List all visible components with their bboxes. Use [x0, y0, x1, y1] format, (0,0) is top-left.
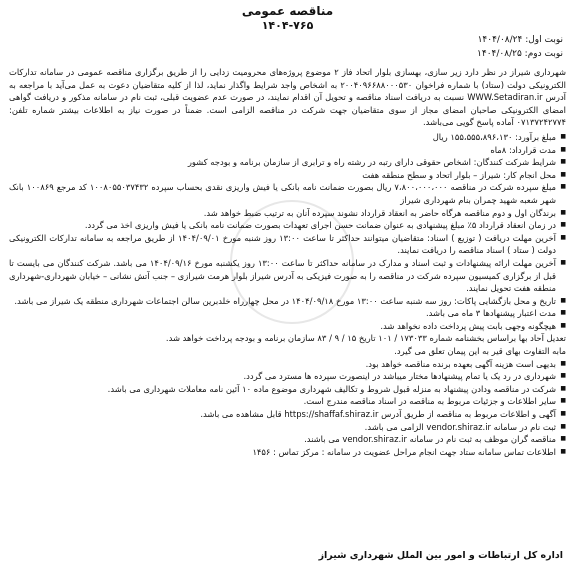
notice-date-second [477, 47, 563, 61]
condition-item: ■ بدیهی است هزینه آگهی بعهده برنده مناقصه خواهد بود. [9, 358, 566, 371]
condition-item: ■ در زمان انعقاد قرارداد ۵٪ مبلغ پیشنهادی به عنوان ضمانت حسن اجرای تعهدات بصورت ضمانت نامه بانکی یا فیش واریزی اخذ می گردد. [9, 219, 566, 232]
condition-item: ■ شرکت در مناقصه ودادن پیشنهاد به منزله قبول شروط و تکالیف شهرداری موضوع ماده ۱۰ آئین نامه معاملات شهرداری می باشد. [9, 383, 566, 396]
notice-title: مناقصه عمومی [241, 4, 334, 18]
notice-date-second-label: نوبت دوم: [524, 49, 563, 59]
condition-item: تعدیل آحاد بها براساس بخشنامه شماره ۱۷۳۰۳۳ / ۱۰۱ تاریخ ۱۵ / ۹ / ۸۳ سازمان برنامه و بودجه پرداخت خواهد شد. [165, 333, 566, 344]
condition-item: ■ آخرین مهلت ارائه پیشنهادات و ثبت اسناد و مدارک در سامانه حداکثر تا ساعت ۱۳:۰۰ روز یکشنبه مورخ ۱۴۰۴/۰۹/۱۶ می باشد. شرکت کنندگان می بایست تا قبل از برگزاری کمیسیون سپرده شرکت در مناقصه را به صورت فیزیکی به آدرس شیراز بلوار هرمت شیرازی – جنب آتش نشانی – خیابان شهرداری-شهرداری منطقه هفت تحویل نمایند. [9, 257, 566, 295]
notice-date-second-value: ۱۴۰۴/۰۸/۲۵ [477, 49, 522, 59]
condition-item: مابه التفاوت بهای قیر به این پیمان تعلق می گیرد. [394, 346, 566, 357]
condition-item: ■ مبلغ سپرده شرکت در مناقصه ۷،۸۰۰،۰۰۰،۰۰۰ ریال بصورت ضمانت نامه بانکی یا فیش واریزی نقدی بحساب سپرده ۱۰۰۸۰۵۵۰۳۷۴۳۲ کد مرجع ۱۰۰۸۶۹ بانک شهر شعبه شهید چمران بنام شهرداری شیراز [9, 181, 566, 206]
condition-item: ■ مبلغ برآورد: ۱۵۵،۵۵۵،۸۹۶،۱۳۰ ریال [9, 131, 566, 144]
issuer-signature: اداره کل ارتباطات و امور بین الملل شهرداری شیراز [318, 550, 563, 561]
notice-number: ۱۴۰۴-۷۶۵ [261, 19, 314, 32]
condition-item: ■ مدت اعتبار پیشنهادها ۳ ماه می باشد. [9, 307, 566, 320]
notice-date-first [477, 33, 563, 47]
notice-body [9, 66, 566, 458]
intro-paragraph: شهرداری شیراز در نظر دارد زیر سازی، بهسازی بلوار اتحاد فاز ۲ موضوع پروژه‌های محرومیت زدایی را از طریق برگزاری مناقصه عمومی در سامانه تدارکات الکترونیکی دولت (ستاد) با شماره فراخوان ۲۰۰۴۰۹۶۶۸۸۰۰۰۵۳۰ به اشخاص واجد شرایط واگذار نماید، لذا از کلیه متقاضیان دعوت به عمل می‌آید با مراجعه به آدرس WWW.Setadiran.ir نسبت به دریافت اسناد مناقصه و تحویل آن اقدام نمایند، در صورت عدم عضویت قبلی، ثبت نام در سامانه مذکور و دریافت گواهی امضای الکترونیکی صاحبان امضای مجاز از سوی متقاضیان جهت شرکت در مناقصه الزامی است. ضمناً در صورت نیاز به اطلاعات بیشتر شماره تلفن: ۰۷۱۳۷۲۴۲۷۷۴ آماده پاسخ گویی می‌باشد. [9, 67, 566, 128]
notice-date-first-value: ۱۴۰۴/۰۸/۲۴ [477, 35, 523, 45]
condition-item: ■ سایر اطلاعات و جزئیات مربوط به مناقصه در اسناد مناقصه مندرج است. [9, 395, 566, 408]
condition-item: ■ اطلاعات تماس سامانه ستاد جهت انجام مراحل عضویت در سامانه : مرکز تماس : ۱۴۵۶ [9, 446, 566, 459]
condition-item: ■ آگهی و اطلاعات مربوط به مناقصه از طریق آدرس https://shaffaf.shiraz.ir قابل مشاهده می باشد. [9, 408, 566, 421]
notice-dates [477, 33, 563, 61]
notice-date-first-label: نوبت اول: [525, 35, 563, 45]
condition-item: ■ شرایط شرکت کنندگان: اشخاص حقوقی دارای رتبه در رشته راه و ترابری از سازمان برنامه و بودجه کشور [9, 156, 566, 169]
condition-item: ■ آخرین مهلت دریافت ( توزیع ) اسناد: متقاضیان میتوانند حداکثر تا ساعت ۱۳:۰۰ روز شنبه مورخ ۱۴۰۴/۰۹/۰۱ از طریق مراجعه به سامانه تدارکات الکترونیکی دولت ( ستاد ) اسناد مناقصه را دریافت نمایند. [9, 232, 566, 257]
conditions-list [9, 131, 566, 458]
condition-item: ■ برندگان اول و دوم مناقصه هرگاه حاضر به انعقاد قرارداد نشوند سپرده آنان به ترتیب ضبط خواهد شد. [9, 207, 566, 220]
condition-item: ■ مدت قرارداد: ۸ماه [9, 144, 566, 157]
condition-item: ■ محل انجام کار: شیراز – بلوار اتحاد و سطح منطقه هفت [9, 169, 566, 182]
condition-item: ■ مناقصه گران موظف به ثبت نام در سامانه vendor.shiraz.ir می باشند. [9, 433, 566, 446]
condition-item: ■ ثبت نام در سامانه vendor.shiraz.ir الزامی می باشد. [9, 421, 566, 434]
condition-item: ■ شهرداری در رد یک یا تمام پیشنهادها مختار میباشد در اینصورت سپرده ها مسترد می گردد. [9, 370, 566, 383]
condition-item: ■ هیچگونه وجهی بابت پیش پرداخت داده نخواهد شد. [9, 320, 566, 333]
condition-item: ■ تاریخ و محل بازگشایی پاکات: روز سه شنبه ساعت ۱۳:۰۰ مورخ ۱۴۰۴/۰۹/۱۸ در محل چهارراه خلدبرین سالن اجتماعات شهرداری منطقه یک شیراز می باشد. [9, 295, 566, 308]
